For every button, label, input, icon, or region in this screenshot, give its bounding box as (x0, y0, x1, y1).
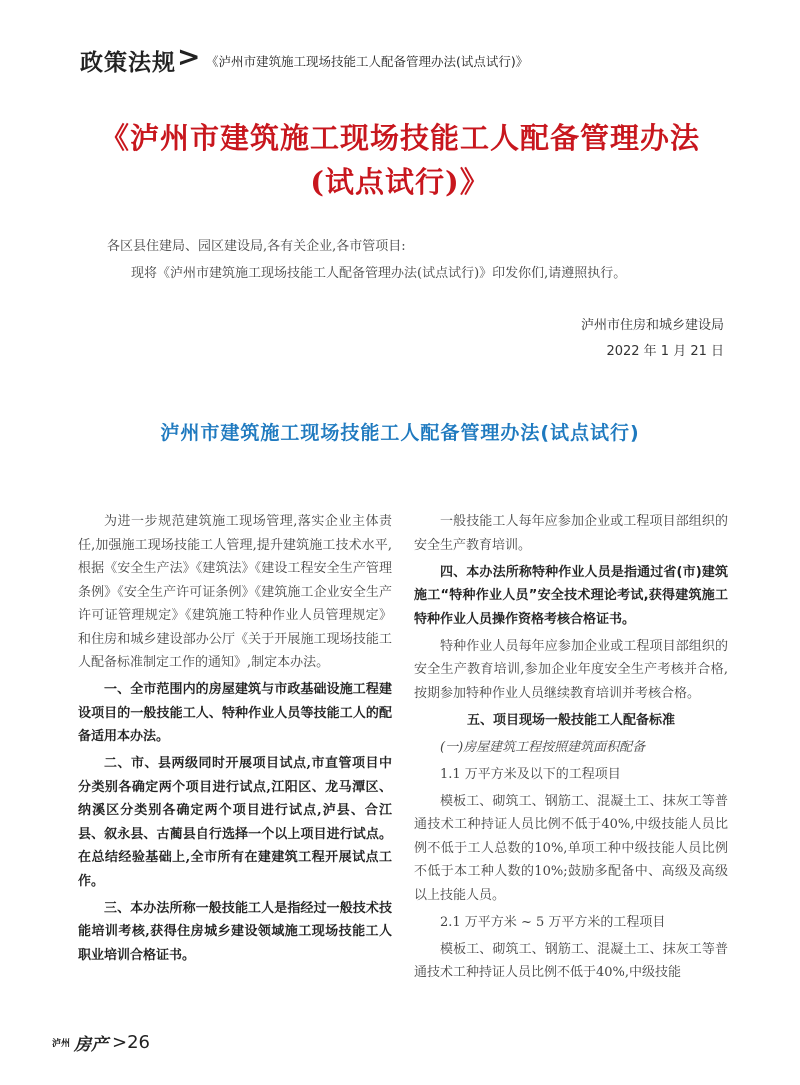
paragraph-preamble: 为进一步规范建筑施工现场管理,落实企业主体责任,加强施工现场技能工人管理,提升建筑施工技术水平,根据《安全生产法》《建筑法》《建设工程安全生产管理条例》《安全生产许可证条例》《建筑施工企业安全生产许可证管理规定》《建筑施工特种作业人员管理规定》和住房和城乡建设部办公厅《关于开展施工现场技能工人配备标准制定工作的通知》,制定本办法。 (78, 514, 392, 670)
right-column (414, 510, 728, 988)
left-column (78, 510, 392, 971)
notice-issuer: 泸州市住房和城乡建设局 (580, 318, 724, 333)
heading-article-5: 五、项目现场一般技能工人配备标准 (466, 712, 675, 728)
footer-city: 泸州 (52, 1039, 71, 1049)
subheading-area-based: (一)房屋建筑工程按照建筑面积配备 (440, 739, 646, 755)
notice-date: 2022 年 1 月 21 日 (606, 344, 724, 359)
notice-body: 现将《泸州市建筑施工现场技能工人配备管理办法(试点试行)》印发你们,请遵照执行。 (131, 266, 627, 281)
item-1-heading: 1.1 万平方米及以下的工程项目 (440, 766, 621, 782)
item-1-body: 模板工、砌筑工、钢筋工、混凝土工、抹灰工等普通技术工种持证人员比例不低于40%,中级技能人员比例不低于工人总数的10%,单项工种中级技能人员比例不低于本工种人数的10%;鼓励多配备中、高级及高级以上技能人员。 (414, 793, 728, 903)
paragraph-article-1: 一、全市范围内的房屋建筑与市政基础设施工程建设项目的一般技能工人、特种作业人员等技能工人的配备适用本办法。 (78, 682, 392, 744)
page-title-line-1: 《泸州市建筑施工现场技能工人配备管理办法 (99, 121, 700, 155)
section-tag: 政策法规 (80, 50, 176, 76)
paragraph-article-4: 四、本办法所称特种作业人员是指通过省(市)建筑施工“特种作业人员”安全技术理论考试,获得建筑施工特种作业人员操作资格考核合格证书。 (414, 564, 728, 627)
paragraph-article-2: 二、市、县两级同时开展项目试点,市直管项目中分类别各确定两个项目进行试点,江阳区、龙马潭区、纳溪区分类别各确定两个项目进行试点,泸县、合江县、叙永县、古蔺县自行选择一个以上项目进行试点。在总结经验基础上,全市所有在建建筑工程开展试点工作。 (78, 756, 392, 889)
notice-recipients: 各区县住建局、园区建设局,各有关企业,各市管项目: (107, 239, 406, 254)
breadcrumb-separator: > (177, 40, 201, 73)
document-subtitle: 泸州市建筑施工现场技能工人配备管理办法(试点试行) (160, 422, 640, 444)
footer-logo: 房产 (74, 1035, 109, 1055)
item-2-body: 模板工、砌筑工、钢筋工、混凝土工、抹灰工等普通技术工种持证人员比例不低于40%,中级技能 (414, 941, 728, 980)
page-footer (52, 1030, 150, 1055)
page-number: >26 (112, 1032, 151, 1053)
breadcrumb: 《泸州市建筑施工现场技能工人配备管理办法(试点试行)》 (206, 54, 529, 69)
item-2-heading: 2.1 万平方米 ~ 5 万平方米的工程项目 (440, 914, 666, 930)
paragraph-training: 一般技能工人每年应参加企业或工程项目部组织的安全生产教育培训。 (414, 514, 728, 553)
page-title-line-2: (试点试行)》 (310, 165, 490, 199)
paragraph-article-3: 三、本办法所称一般技能工人是指经过一般技术技能培训考核,获得住房城乡建设领域施工现场技能工人职业培训合格证书。 (78, 900, 392, 963)
paragraph-special-training: 特种作业人员每年应参加企业或工程项目部组织的安全生产教育培训,参加企业年度安全生产考核并合格,按期参加特种作业人员继续教育培训并考核合格。 (414, 638, 728, 701)
